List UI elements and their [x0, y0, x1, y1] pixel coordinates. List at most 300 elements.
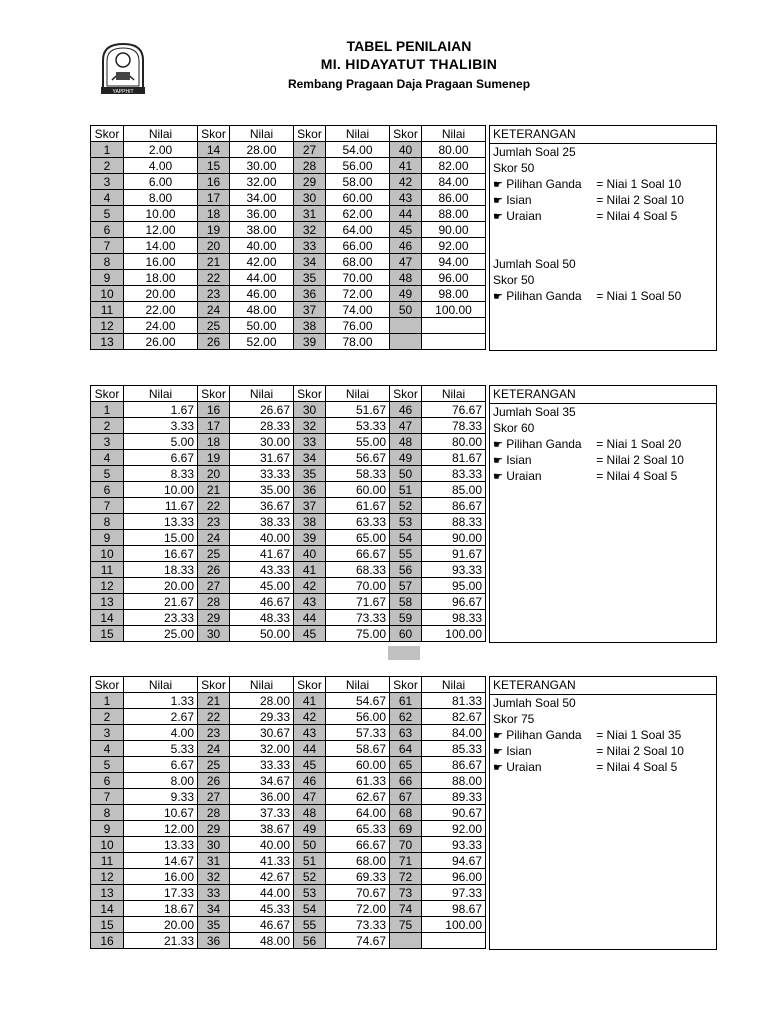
table-header-row	[91, 677, 486, 693]
skor-cell: 33	[294, 434, 326, 450]
nilai-cell: 1.67	[124, 402, 198, 418]
skor-cell: 24	[198, 741, 230, 757]
nilai-cell: 12.00	[124, 222, 198, 238]
column-header-skor: Skor	[390, 677, 422, 693]
nilai-cell: 36.00	[230, 789, 294, 805]
nilai-cell: 4.00	[124, 725, 198, 741]
keterangan-line	[490, 468, 716, 484]
nilai-cell: 100.00	[422, 302, 486, 318]
keterangan-line	[490, 436, 716, 452]
nilai-cell: 32.00	[230, 174, 294, 190]
keterangan-label: Pilihan Ganda	[506, 289, 582, 303]
table-row	[91, 933, 486, 949]
keterangan-line: Jumlah Soal 50	[493, 257, 576, 271]
table-row	[91, 190, 486, 206]
nilai-cell: 28.00	[230, 142, 294, 158]
nilai-cell: 8.00	[124, 190, 198, 206]
skor-cell: 16	[198, 402, 230, 418]
skor-cell: 58	[390, 594, 422, 610]
table-row	[91, 498, 486, 514]
keterangan-line	[490, 727, 716, 743]
nilai-cell: 81.33	[422, 693, 486, 709]
pointing-hand-icon: ☛	[493, 455, 503, 467]
skor-cell: 8	[91, 514, 124, 530]
skor-cell: 7	[91, 789, 124, 805]
skor-cell: 44	[390, 206, 422, 222]
skor-cell: 22	[198, 709, 230, 725]
keterangan-label: Uraian	[506, 209, 542, 223]
skor-cell: 24	[198, 530, 230, 546]
table-row	[91, 610, 486, 626]
nilai-cell: 90.67	[422, 805, 486, 821]
skor-cell: 68	[390, 805, 422, 821]
nilai-cell: 11.67	[124, 498, 198, 514]
skor-cell: 23	[198, 286, 230, 302]
table-row	[91, 270, 486, 286]
column-header-skor: Skor	[390, 126, 422, 142]
nilai-cell: 40.00	[230, 530, 294, 546]
column-header-skor: Skor	[91, 126, 124, 142]
skor-cell: 45	[294, 626, 326, 642]
skor-cell: 61	[390, 693, 422, 709]
nilai-cell: 75.00	[326, 626, 390, 642]
nilai-cell: 96.67	[422, 594, 486, 610]
skor-cell: 9	[91, 270, 124, 286]
skor-cell: 48	[390, 270, 422, 286]
skor-cell: 4	[91, 741, 124, 757]
skor-cell: 50	[294, 837, 326, 853]
skor-cell: 21	[198, 693, 230, 709]
skor-cell: 51	[294, 853, 326, 869]
skor-cell: 15	[198, 158, 230, 174]
nilai-cell: 88.00	[422, 206, 486, 222]
column-header-skor: Skor	[91, 677, 124, 693]
score-table-1	[90, 125, 486, 350]
nilai-cell: 13.33	[124, 837, 198, 853]
skor-cell: 27	[198, 789, 230, 805]
skor-cell: 11	[91, 562, 124, 578]
nilai-cell: 96.00	[422, 869, 486, 885]
nilai-cell: 65.00	[326, 530, 390, 546]
table-row	[91, 773, 486, 789]
skor-cell: 50	[390, 302, 422, 318]
skor-cell: 1	[91, 142, 124, 158]
logo-text: YAPPHIT	[112, 89, 134, 95]
nilai-cell: 74.00	[326, 302, 390, 318]
skor-cell: 22	[198, 498, 230, 514]
nilai-cell: 84.00	[422, 725, 486, 741]
skor-cell: 54	[390, 530, 422, 546]
skor-cell: 32	[294, 222, 326, 238]
keterangan-label: Uraian	[506, 760, 542, 774]
column-header-skor: Skor	[198, 126, 230, 142]
nilai-cell: 62.67	[326, 789, 390, 805]
skor-cell: 28	[198, 805, 230, 821]
nilai-cell: 92.00	[422, 238, 486, 254]
skor-cell: 46	[294, 773, 326, 789]
skor-cell: 40	[390, 142, 422, 158]
skor-cell: 23	[198, 725, 230, 741]
column-header-nilai: Nilai	[422, 126, 486, 142]
nilai-cell: 23.33	[124, 610, 198, 626]
nilai-cell: 40.00	[230, 238, 294, 254]
nilai-cell: 8.33	[124, 466, 198, 482]
nilai-cell: 26.00	[124, 334, 198, 350]
nilai-cell: 88.00	[422, 773, 486, 789]
nilai-cell: 100.00	[422, 917, 486, 933]
skor-cell: 44	[294, 741, 326, 757]
skor-cell: 12	[91, 318, 124, 334]
skor-cell: 36	[294, 286, 326, 302]
skor-cell: 42	[294, 709, 326, 725]
nilai-cell: 42.67	[230, 869, 294, 885]
skor-cell: 12	[91, 578, 124, 594]
table-header-row	[91, 386, 486, 402]
nilai-cell: 38.67	[230, 821, 294, 837]
nilai-cell: 2.67	[124, 709, 198, 725]
shaded-cell	[388, 646, 420, 660]
nilai-cell: 24.00	[124, 318, 198, 334]
nilai-cell: 21.67	[124, 594, 198, 610]
skor-cell: 55	[390, 546, 422, 562]
skor-cell: 14	[91, 901, 124, 917]
skor-cell: 35	[198, 917, 230, 933]
skor-cell: 32	[294, 418, 326, 434]
column-header-nilai: Nilai	[230, 677, 294, 693]
skor-cell: 33	[294, 238, 326, 254]
keterangan-label: Uraian	[506, 469, 542, 483]
nilai-cell: 56.00	[326, 158, 390, 174]
table-row	[91, 254, 486, 270]
skor-cell: 63	[390, 725, 422, 741]
nilai-cell: 17.33	[124, 885, 198, 901]
skor-cell: 30	[294, 190, 326, 206]
nilai-cell: 58.00	[326, 174, 390, 190]
skor-cell: 11	[91, 853, 124, 869]
skor-cell: 5	[91, 757, 124, 773]
keterangan-line	[490, 224, 716, 240]
table-row	[91, 286, 486, 302]
nilai-cell	[422, 318, 486, 334]
table-row	[91, 318, 486, 334]
nilai-cell: 29.33	[230, 709, 294, 725]
keterangan-box-1	[489, 125, 717, 351]
skor-cell	[390, 318, 422, 334]
keterangan-title: KETERANGAN	[490, 126, 716, 144]
nilai-cell: 10.00	[124, 482, 198, 498]
skor-cell: 41	[294, 562, 326, 578]
nilai-cell: 13.33	[124, 514, 198, 530]
table-row	[91, 142, 486, 158]
nilai-cell: 96.00	[422, 270, 486, 286]
nilai-cell: 18.67	[124, 901, 198, 917]
column-header-nilai: Nilai	[326, 126, 390, 142]
nilai-cell: 60.00	[326, 482, 390, 498]
skor-cell: 15	[91, 626, 124, 642]
column-header-nilai: Nilai	[326, 677, 390, 693]
skor-cell: 64	[390, 741, 422, 757]
column-header-nilai: Nilai	[422, 677, 486, 693]
skor-cell: 5	[91, 206, 124, 222]
skor-cell: 41	[390, 158, 422, 174]
pointing-hand-icon: ☛	[493, 291, 503, 303]
skor-cell: 29	[198, 821, 230, 837]
table-header-row	[91, 126, 486, 142]
nilai-cell: 30.00	[230, 434, 294, 450]
nilai-cell: 91.67	[422, 546, 486, 562]
nilai-cell: 44.00	[230, 885, 294, 901]
nilai-cell: 38.33	[230, 514, 294, 530]
nilai-cell: 4.00	[124, 158, 198, 174]
skor-cell: 47	[390, 254, 422, 270]
skor-cell: 8	[91, 805, 124, 821]
nilai-cell: 6.00	[124, 174, 198, 190]
table-row	[91, 302, 486, 318]
skor-cell: 27	[198, 578, 230, 594]
keterangan-line	[490, 208, 716, 224]
nilai-cell: 100.00	[422, 626, 486, 642]
skor-cell: 21	[198, 254, 230, 270]
table-row	[91, 466, 486, 482]
skor-cell: 34	[294, 254, 326, 270]
skor-cell: 13	[91, 885, 124, 901]
skor-cell: 43	[294, 725, 326, 741]
table-row	[91, 709, 486, 725]
nilai-cell: 80.00	[422, 434, 486, 450]
skor-cell: 70	[390, 837, 422, 853]
nilai-cell: 18.00	[124, 270, 198, 286]
skor-cell: 28	[198, 594, 230, 610]
nilai-cell: 63.33	[326, 514, 390, 530]
nilai-cell: 53.33	[326, 418, 390, 434]
skor-cell: 42	[294, 578, 326, 594]
skor-cell: 17	[198, 190, 230, 206]
nilai-cell: 98.33	[422, 610, 486, 626]
table-row	[91, 450, 486, 466]
skor-cell: 43	[294, 594, 326, 610]
page-title: TABEL PENILAIAN	[346, 38, 472, 54]
skor-cell: 24	[198, 302, 230, 318]
skor-cell: 71	[390, 853, 422, 869]
nilai-cell: 73.33	[326, 917, 390, 933]
keterangan-line: Skor 50	[493, 273, 535, 287]
skor-cell	[390, 933, 422, 949]
keterangan-value: = Niai 1 Soal 20	[596, 437, 682, 451]
nilai-cell: 64.00	[326, 222, 390, 238]
table-row	[91, 693, 486, 709]
nilai-cell: 78.00	[326, 334, 390, 350]
column-header-skor: Skor	[198, 677, 230, 693]
skor-cell: 34	[198, 901, 230, 917]
keterangan-title: KETERANGAN	[490, 677, 716, 695]
pointing-hand-icon: ☛	[493, 730, 503, 742]
skor-cell: 57	[390, 578, 422, 594]
table-row	[91, 546, 486, 562]
keterangan-value: = Niai 1 Soal 10	[596, 177, 682, 191]
nilai-cell: 93.33	[422, 562, 486, 578]
skor-cell: 3	[91, 174, 124, 190]
keterangan-box-2	[489, 385, 717, 643]
nilai-cell: 38.00	[230, 222, 294, 238]
table-row	[91, 626, 486, 642]
nilai-cell: 9.33	[124, 789, 198, 805]
nilai-cell: 8.00	[124, 773, 198, 789]
nilai-cell: 82.67	[422, 709, 486, 725]
column-header-skor: Skor	[294, 126, 326, 142]
skor-cell: 13	[91, 594, 124, 610]
keterangan-value: = Nilai 2 Soal 10	[596, 453, 684, 467]
nilai-cell: 21.33	[124, 933, 198, 949]
nilai-cell: 10.00	[124, 206, 198, 222]
nilai-cell: 82.00	[422, 158, 486, 174]
nilai-cell: 98.00	[422, 286, 486, 302]
nilai-cell: 6.67	[124, 757, 198, 773]
nilai-cell: 30.00	[230, 158, 294, 174]
table-row	[91, 901, 486, 917]
nilai-cell: 5.00	[124, 434, 198, 450]
skor-cell: 45	[390, 222, 422, 238]
nilai-cell: 14.00	[124, 238, 198, 254]
nilai-cell: 41.33	[230, 853, 294, 869]
column-header-skor: Skor	[91, 386, 124, 402]
skor-cell: 66	[390, 773, 422, 789]
nilai-cell: 72.00	[326, 901, 390, 917]
keterangan-line: Jumlah Soal 25	[493, 145, 576, 159]
skor-cell: 42	[390, 174, 422, 190]
table-row	[91, 853, 486, 869]
skor-cell: 46	[390, 402, 422, 418]
column-header-nilai: Nilai	[230, 386, 294, 402]
table-row	[91, 418, 486, 434]
keterangan-line	[490, 452, 716, 468]
nilai-cell: 74.67	[326, 933, 390, 949]
skor-cell: 41	[294, 693, 326, 709]
keterangan-label: Pilihan Ganda	[506, 728, 582, 742]
nilai-cell: 15.00	[124, 530, 198, 546]
nilai-cell: 3.33	[124, 418, 198, 434]
nilai-cell: 25.00	[124, 626, 198, 642]
skor-cell: 11	[91, 302, 124, 318]
column-header-skor: Skor	[198, 386, 230, 402]
nilai-cell: 61.33	[326, 773, 390, 789]
nilai-cell: 89.33	[422, 789, 486, 805]
skor-cell: 56	[390, 562, 422, 578]
keterangan-line	[490, 192, 716, 208]
nilai-cell: 34.00	[230, 190, 294, 206]
nilai-cell: 65.33	[326, 821, 390, 837]
skor-cell: 51	[390, 482, 422, 498]
skor-cell: 26	[198, 562, 230, 578]
nilai-cell: 45.33	[230, 901, 294, 917]
skor-cell: 62	[390, 709, 422, 725]
nilai-cell: 28.33	[230, 418, 294, 434]
skor-cell: 75	[390, 917, 422, 933]
table-row	[91, 821, 486, 837]
skor-cell: 47	[390, 418, 422, 434]
skor-cell: 22	[198, 270, 230, 286]
skor-cell: 50	[390, 466, 422, 482]
table-row	[91, 402, 486, 418]
nilai-cell: 46.00	[230, 286, 294, 302]
nilai-cell: 85.00	[422, 482, 486, 498]
nilai-cell: 76.00	[326, 318, 390, 334]
pointing-hand-icon: ☛	[493, 211, 503, 223]
nilai-cell: 16.00	[124, 869, 198, 885]
skor-cell: 39	[294, 530, 326, 546]
skor-cell: 59	[390, 610, 422, 626]
nilai-cell: 70.67	[326, 885, 390, 901]
skor-cell: 14	[198, 142, 230, 158]
skor-cell: 18	[198, 206, 230, 222]
skor-cell: 52	[294, 869, 326, 885]
table-row	[91, 594, 486, 610]
skor-cell: 31	[294, 206, 326, 222]
nilai-cell: 90.00	[422, 222, 486, 238]
skor-cell: 56	[294, 933, 326, 949]
skor-cell: 19	[198, 450, 230, 466]
nilai-cell: 41.67	[230, 546, 294, 562]
nilai-cell: 30.67	[230, 725, 294, 741]
skor-cell: 3	[91, 725, 124, 741]
column-header-skor: Skor	[294, 386, 326, 402]
nilai-cell: 93.33	[422, 837, 486, 853]
nilai-cell: 48.33	[230, 610, 294, 626]
keterangan-line: Skor 75	[493, 712, 535, 726]
table-row	[91, 869, 486, 885]
nilai-cell: 83.33	[422, 466, 486, 482]
pointing-hand-icon: ☛	[493, 179, 503, 191]
nilai-cell: 64.00	[326, 805, 390, 821]
nilai-cell: 12.00	[124, 821, 198, 837]
skor-cell: 73	[390, 885, 422, 901]
skor-cell: 10	[91, 837, 124, 853]
nilai-cell: 71.67	[326, 594, 390, 610]
skor-cell: 53	[294, 885, 326, 901]
skor-cell: 12	[91, 869, 124, 885]
table-row	[91, 757, 486, 773]
skor-cell: 67	[390, 789, 422, 805]
table-row	[91, 514, 486, 530]
nilai-cell: 10.67	[124, 805, 198, 821]
nilai-cell: 33.33	[230, 757, 294, 773]
keterangan-line	[490, 759, 716, 775]
nilai-cell: 68.00	[326, 853, 390, 869]
nilai-cell: 76.67	[422, 402, 486, 418]
table-row	[91, 334, 486, 350]
pointing-hand-icon: ☛	[493, 439, 503, 451]
nilai-cell: 68.00	[326, 254, 390, 270]
nilai-cell: 36.00	[230, 206, 294, 222]
nilai-cell: 70.00	[326, 270, 390, 286]
school-name: MI. HIDAYATUT THALIBIN	[320, 56, 498, 72]
column-header-nilai: Nilai	[124, 126, 198, 142]
nilai-cell	[422, 933, 486, 949]
nilai-cell: 20.00	[124, 286, 198, 302]
skor-cell: 21	[198, 482, 230, 498]
column-header-nilai: Nilai	[422, 386, 486, 402]
nilai-cell: 34.67	[230, 773, 294, 789]
nilai-cell: 28.00	[230, 693, 294, 709]
skor-cell: 28	[294, 158, 326, 174]
skor-cell: 2	[91, 158, 124, 174]
nilai-cell: 43.33	[230, 562, 294, 578]
nilai-cell: 73.33	[326, 610, 390, 626]
nilai-cell: 54.00	[326, 142, 390, 158]
score-table-2	[90, 385, 486, 642]
keterangan-value: = Nilai 2 Soal 10	[596, 193, 684, 207]
nilai-cell: 37.33	[230, 805, 294, 821]
nilai-cell: 50.00	[230, 318, 294, 334]
